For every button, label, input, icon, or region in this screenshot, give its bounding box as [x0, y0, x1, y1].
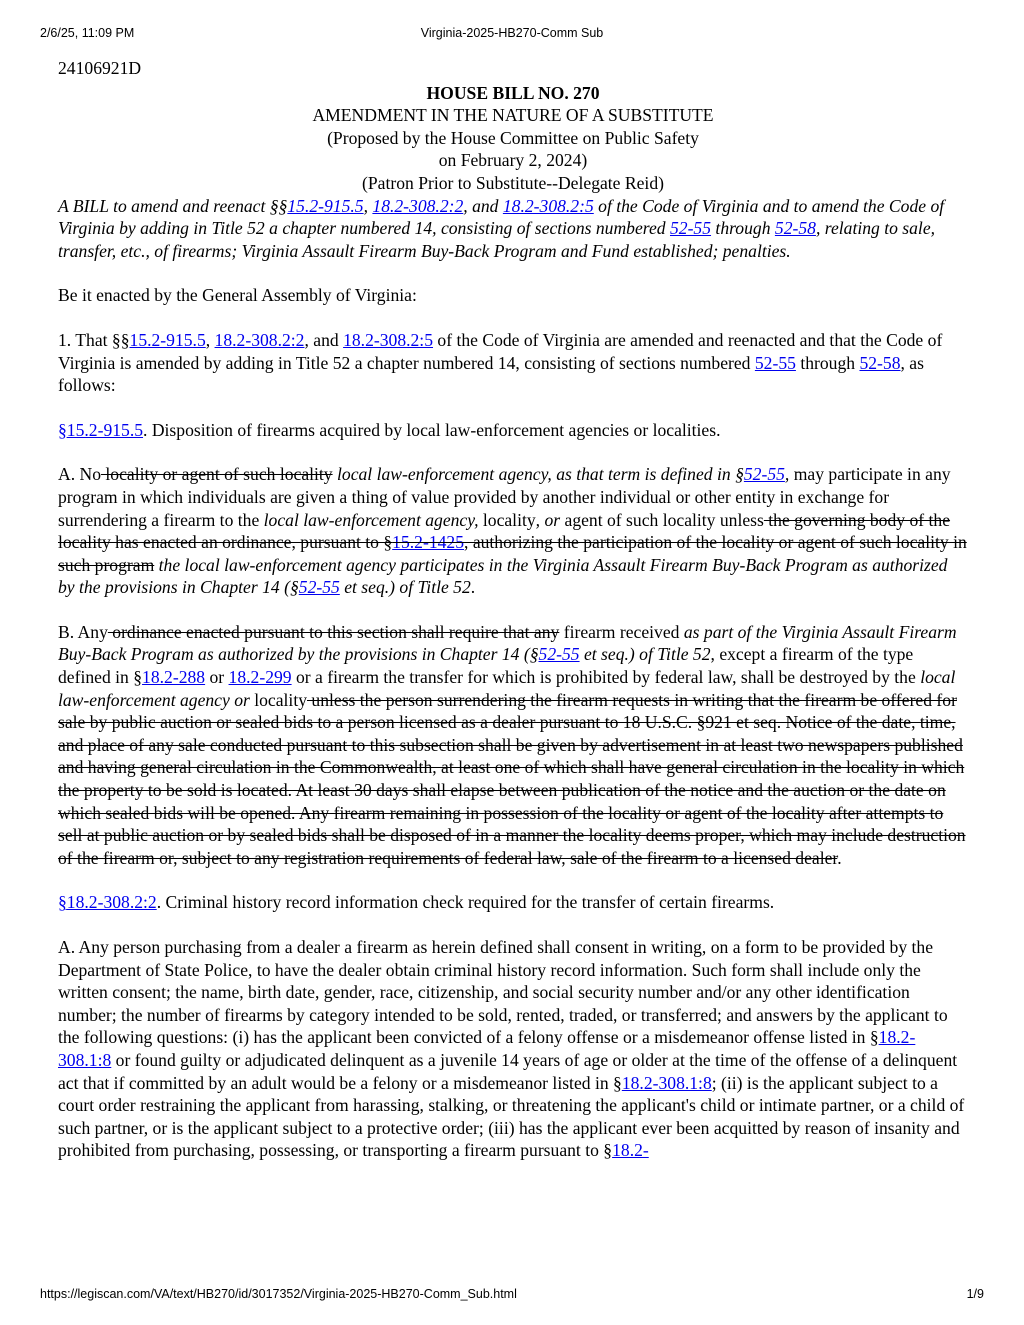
subsection-b: B. Any ordinance enacted pursuant to this section shall require that any firearm received as part of the Virginia Assault Firearm Buy-Back Program as authorized by the provisions in Chapter 14 (§52-55 et seq.) of Title 52, except a firearm of the type defined in §18.2-288 or 18.2-299 or a firearm the transfer for which is prohibited by federal law, shall be destroyed by the local law-enforcement agency or locality unless the person surrendering the firearm requests in writing that the firearm be offered for sale by public auction or sealed bids to a person licensed as a dealer pursuant to 18 U.S.C. §921 et seq. Notice of the date, time, and place of any sale conducted pursuant to this subsection shall be given by advertisement in at least two newspapers published and having general circulation in the Commonwealth, at least one of which shall have general circulation in the locality in which the property to be sold is located. At least 30 days shall elapse between publication of the notice and the auction or the date on which sealed bids will be opened. Any firearm remaining in possession of the locality or agent of the locality after attempts to sell at public auction or by sealed bids shall be disposed of in a manner the locality deems proper, which may include destruction of the firearm or, subject to any registration requirements of federal law, sale of the firearm to a licensed dealer. [58, 621, 966, 868]
link-18-2-308-1-8[interactable]: 18.2-308.1:8 [621, 1072, 712, 1093]
deleted-text: the governing body of the locality has enacted an ordinance, pursuant to §15.2-1425, authorizing the participation of the locality or agent of such locality in such program [58, 509, 967, 575]
link-52-55[interactable]: 52-55 [538, 644, 580, 665]
print-doc-title: Virginia-2025-HB270-Comm Sub [420, 26, 604, 40]
deleted-text: locality or agent of such locality [101, 464, 333, 485]
section-heading-18-2-308-2-2: §18.2-308.2:2. Criminal history record information check required for the transfer of certain firearms. [58, 892, 775, 913]
link-15-2-915-5[interactable]: 15.2-915.5 [129, 329, 206, 350]
section-1-intro: 1. That §§15.2-915.5, 18.2-308.2:2, and 18.2-308.2:5 of the Code of Virginia are amended and reenacted and that the Code of Virginia is amended by adding in Title 52 a chapter numbered 14, consisting of sections numbered 52-55 through 52-58, as follows: [58, 329, 943, 396]
link-52-55[interactable]: 52-55 [754, 352, 796, 373]
link-52-55[interactable]: 52-55 [669, 218, 712, 239]
link-52-58[interactable]: 52-58 [859, 352, 901, 373]
subsection-a-2: A. Any person purchasing from a dealer a firearm as herein defined shall consent in writing, on a form to be provided by the Department of State Police, to have the dealer obtain criminal history record information. Such form shall include only the written consent; the name, birth date, gender, race, citizenship, and social security number and/or any other identification number; the number of firearms by category intended to be sold, rented, traded, or transferred; and answers by the applicant to the following questions: (i) has the applicant been convicted of a felony offense or a misdemeanor offense listed in §18.2-308.1:8 or found guilty or adjudicated delinquent as a juvenile 14 years of age or older at the time of the offense of a delinquent act that if committed by an adult would be a felony or a misdemeanor listed in §18.2-308.1:8; (ii) is the applicant subject to a court order restraining the applicant from harassing, stalking, or threatening the applicant's child or intimate partner, or a child of such partner, or is the applicant subject to a protective order; (iii) has the applicant ever been acquitted by reason of insanity and prohibited from purchasing, possessing, or transporting a firearm pursuant to §18.2- [58, 937, 965, 1161]
bill-id: 24106921D [58, 58, 142, 78]
bill-summary: A BILL to amend and reenact §§15.2-915.5, 18.2-308.2:2, and 18.2-308.2:5 of the Code of Virginia and to amend the Code of Virginia by adding in Title 52 a chapter numbered 14, consisting of sections numbered 52-55 through 52-58, relating to sale, transfer, etc., of firearms; Virginia Assault Firearm Buy-Back Program and Fund established; penalties. [58, 195, 945, 261]
amendment-heading: AMENDMENT IN THE NATURE OF A SUBSTITUTE [312, 105, 714, 126]
bill-document [58, 57, 968, 1162]
link-18-2-308-2-5[interactable]: 18.2-308.2:5 [502, 195, 594, 216]
title-block [58, 82, 968, 195]
section-link-15-2-915-5[interactable]: §15.2-915.5 [58, 419, 144, 440]
link-18-2-308-2-2[interactable]: 18.2-308.2:2 [372, 195, 464, 216]
link-15-2-1425[interactable]: 15.2-1425 [392, 532, 465, 553]
enacting-clause: Be it enacted by the General Assembly of Virginia: [58, 285, 417, 306]
link-52-55[interactable]: 52-55 [743, 464, 785, 485]
link-18-2-299[interactable]: 18.2-299 [228, 667, 292, 688]
proposed-by: (Proposed by the House Committee on Public Safety [327, 127, 699, 148]
patron-line: (Patron Prior to Substitute--Delegate Reid) [362, 172, 664, 193]
print-url: https://legiscan.com/VA/text/HB270/id/3017352/Virginia-2025-HB270-Comm_Sub.html [40, 1287, 517, 1301]
link-18-2-308-1-8[interactable]: 18.2-308.1:8 [58, 1027, 916, 1070]
proposed-date: on February 2, 2024) [438, 150, 588, 171]
deleted-text: unless the person surrendering the firearm requests in writing that the firearm be offered for sale by public auction or sealed bids to a person licensed as a dealer pursuant to 18 U.S.C. §921 et seq. Notice of the date, time, and place of any sale conducted pursuant to this subsection shall be given by advertisement in at least two newspapers published and having general circulation in the Commonwealth, at least one of which shall have general circulation in the locality in which the property to be sold is located. At least 30 days shall elapse between publication of the notice and the auction or the date on which sealed bids will be opened. Any firearm remaining in possession of the locality or agent of the locality after attempts to sell at public auction or by sealed bids shall be disposed of in a manner the locality deems proper, which may include destruction of the firearm or, subject to any registration requirements of federal law, sale of the firearm to a licensed dealer [58, 689, 966, 868]
link-18-2-continued[interactable]: 18.2- [612, 1140, 649, 1161]
link-18-2-288[interactable]: 18.2-288 [142, 667, 206, 688]
link-52-58[interactable]: 52-58 [774, 218, 816, 239]
print-datetime: 2/6/25, 11:09 PM [40, 26, 135, 40]
deleted-text: ordinance enacted pursuant to this section shall require that any [107, 621, 560, 642]
section-heading-15-2-915-5: §15.2-915.5. Disposition of firearms acquired by local law-enforcement agencies or localities. [58, 419, 721, 440]
link-18-2-308-2-2[interactable]: 18.2-308.2:2 [214, 329, 305, 350]
bill-number: HOUSE BILL NO. 270 [426, 82, 600, 103]
link-18-2-308-2-5[interactable]: 18.2-308.2:5 [343, 329, 433, 350]
page-number: 1/9 [966, 1287, 984, 1301]
subsection-a: A. No locality or agent of such locality local law-enforcement agency, as that term is defined in §52-55, may participate in any program in which individuals are given a thing of value provided by another individual or other entity in exchange for surrendering a firearm to the local law-enforcement agency, locality, or agent of such locality unless the governing body of the locality has enacted an ordinance, pursuant to §15.2-1425, authorizing the participation of the locality or agent of such locality in such program the local law-enforcement agency participates in the Virginia Assault Firearm Buy-Back Program as authorized by the provisions in Chapter 14 (§52-55 et seq.) of Title 52. [58, 464, 967, 598]
link-52-55[interactable]: 52-55 [298, 577, 340, 598]
section-link-18-2-308-2-2[interactable]: §18.2-308.2:2 [58, 892, 157, 913]
link-15-2-915-5[interactable]: 15.2-915.5 [287, 195, 364, 216]
